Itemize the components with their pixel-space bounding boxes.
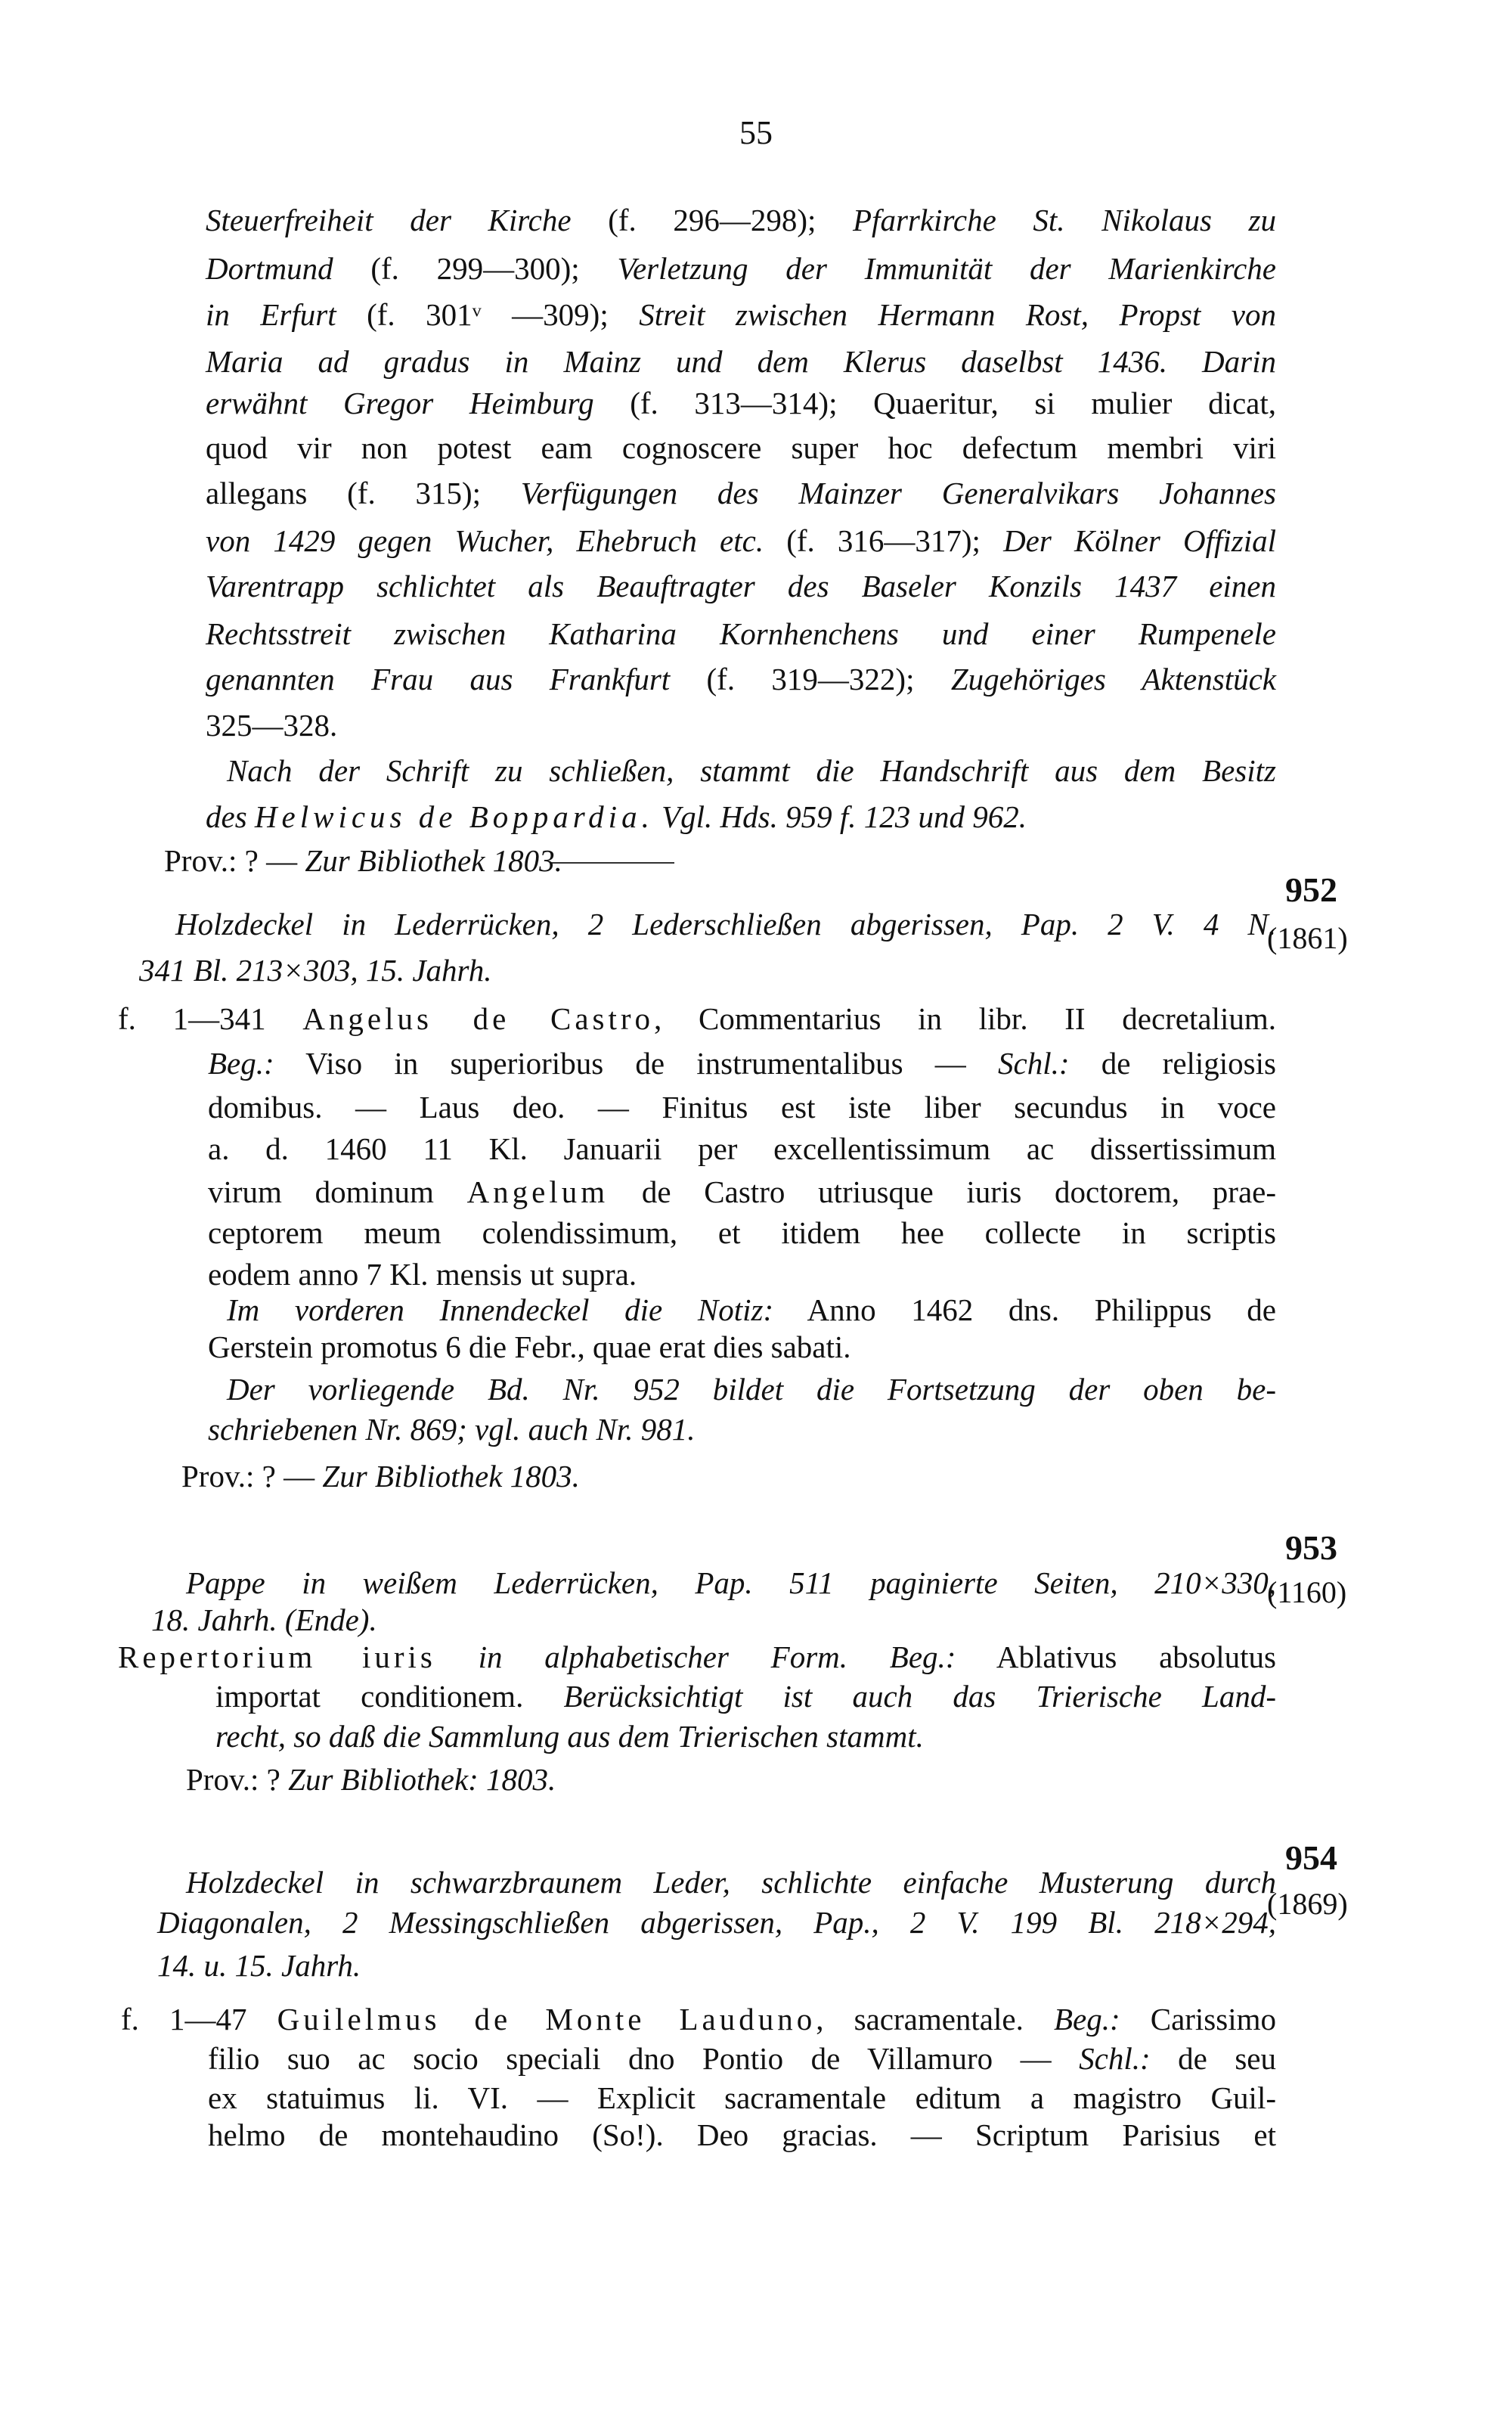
italic-segment: Vgl. Hds. 959 f. 123 und 962.: [653, 799, 1027, 834]
entry-953-line: [186, 1758, 1276, 1801]
italic-segment: Holzdeckel in Lederrücken, 2 Lederschließen abgerissen, Pap. 2 V. 4 N.: [175, 907, 1276, 942]
italic-segment: Dortmund: [206, 251, 371, 286]
italic-segment: Im vorderen Innendeckel die Notiz:: [227, 1292, 774, 1327]
spaced-name-segment: Guilelmus de Monte Lauduno: [277, 2002, 816, 2037]
entry-952-line: [208, 1326, 1276, 1368]
entry-954-line: [186, 1861, 1276, 1903]
italic-segment: Streit zwischen Hermann Rost, Propst von: [639, 297, 1276, 332]
entry-952-line: [175, 903, 1276, 945]
continuation-line: [206, 796, 1276, 838]
text-segment: , sacramentale.: [816, 2002, 1054, 2037]
italic-segment: genannten Frau aus Frankfurt: [206, 662, 707, 696]
old-shelf-number: (1861): [1267, 921, 1348, 955]
italic-segment: Beg.:: [208, 1046, 274, 1081]
continuation-line: [206, 247, 1276, 290]
italic-segment: Verfügungen des Mainzer Generalvikars Johannes: [520, 476, 1276, 510]
italic-segment: erwähnt Gregor Heimburg: [206, 386, 631, 420]
italic-segment: in Erfurt: [206, 297, 367, 332]
text-segment: , Commentarius in libr. II decretalium.: [654, 1001, 1277, 1036]
entry-953-line: [118, 1636, 1276, 1678]
spaced-name-segment: Repertorium iuris: [118, 1639, 436, 1674]
italic-segment: Der Kölner Offizial: [1003, 523, 1276, 558]
continuation-line: [206, 520, 1276, 562]
entry-952-line: [139, 949, 1276, 991]
text-segment: f. 1—47: [121, 2002, 277, 2037]
text-segment: (f. 296—298);: [608, 203, 854, 237]
text-segment: quod vir non potest eam cognoscere super hoc defectum membri viri: [206, 430, 1276, 465]
spaced-name-segment: Angelus de Castro: [302, 1001, 655, 1036]
italic-segment: Pfarrkirche St. Nikolaus zu: [853, 203, 1276, 237]
text-segment: (f. 301ᵛ —309);: [367, 297, 640, 332]
entry-954-line: [208, 2037, 1276, 2080]
italic-segment: Holzdeckel in schwarzbraunem Leder, schlichte einfache Musterung durch: [186, 1865, 1276, 1900]
entry-number: 954: [1285, 1838, 1337, 1877]
text-segment: de seu: [1150, 2041, 1276, 2076]
italic-segment: Varentrapp schlichtet als Beauftragter des Baseler Konzils 1437 einen: [206, 569, 1276, 603]
text-segment: Carissimo: [1120, 2002, 1276, 2037]
continuation-line: [164, 839, 1276, 882]
text-segment: domibus. — Laus deo. — Finitus est iste liber secundus in voce: [208, 1090, 1276, 1125]
italic-segment: Der vorliegende Bd. Nr. 952 bildet die Fortsetzung der oben be-: [227, 1372, 1276, 1407]
page-number: 55: [739, 114, 773, 151]
entry-953-line: [215, 1715, 1276, 1757]
text-segment: (f. 319—322);: [706, 662, 951, 696]
continuation-line: [206, 382, 1276, 424]
text-segment: Ablativus absolutus: [956, 1639, 1276, 1674]
italic-segment: Diagonalen, 2 Messingschließen abgerissen, Pap., 2 V. 199 Bl. 218×294,: [157, 1905, 1276, 1940]
text-segment: Prov.: ? —: [164, 843, 305, 878]
continuation-line: [206, 427, 1276, 469]
text-segment: Prov.: ?: [186, 1762, 289, 1797]
entry-952-line: [208, 1171, 1276, 1213]
text-segment: (f. 299—300);: [370, 251, 618, 286]
continuation-line: [206, 704, 1276, 746]
italic-segment: des: [206, 799, 255, 834]
text-segment: Prov.: ? —: [181, 1459, 323, 1494]
text-segment: f. 1—341: [118, 1001, 303, 1036]
entry-952-line: [227, 1289, 1276, 1331]
text-segment: 325—328.: [206, 708, 338, 743]
text-segment: allegans (f. 315);: [206, 476, 521, 510]
continuation-line: [227, 749, 1276, 792]
italic-segment: Schl.:: [998, 1046, 1070, 1081]
italic-segment: Schl.:: [1079, 2041, 1151, 2076]
italic-segment: schriebenen Nr. 869; vgl. auch Nr. 981.: [208, 1412, 696, 1447]
entry-952-line: [208, 1086, 1276, 1128]
italic-segment: von 1429 gegen Wucher, Ehebruch etc.: [206, 523, 787, 558]
entry-952-line: [181, 1455, 1276, 1497]
italic-segment: recht, so daß die Sammlung aus dem Trierischen stammt.: [215, 1719, 924, 1754]
text-segment: helmo de montehaudino (So!). Deo gracias. — Scriptum Parisius et: [208, 2117, 1276, 2152]
continuation-line: [206, 613, 1276, 655]
text-segment: ex statuimus li. VI. — Explicit sacramentale editum a magistro Guil-: [208, 2080, 1276, 2115]
entry-952-line: [208, 1408, 1276, 1450]
old-shelf-number: (1869): [1267, 1887, 1348, 1921]
text-segment: ceptorem meum colendissimum, et itidem hee collecte in scriptis: [208, 1215, 1276, 1250]
italic-segment: Zur Bibliothek: 1803.: [288, 1762, 556, 1797]
entry-954-line: [157, 1901, 1276, 1944]
italic-segment: Maria ad gradus in Mainz und dem Klerus daselbst 1436. Darin: [206, 344, 1276, 379]
entry-952-line: [208, 1211, 1276, 1254]
italic-segment: Verletzung der Immunität der Marienkirche: [617, 251, 1276, 286]
entry-952-line: [118, 997, 1276, 1040]
entry-number: 953: [1285, 1528, 1337, 1567]
text-segment: Viso in superioribus de instrumentalibus —: [274, 1046, 999, 1081]
italic-segment: Beg.:: [1053, 2002, 1120, 2037]
italic-segment: Steuerfreiheit der Kirche: [206, 203, 609, 237]
text-segment: (f. 316—317);: [786, 523, 1004, 558]
continuation-line: [206, 340, 1276, 383]
italic-segment: Rechtsstreit zwischen Katharina Kornhenchens und einer Rumpenele: [206, 616, 1276, 651]
continuation-line: [206, 472, 1276, 514]
italic-segment: Nach der Schrift zu schließen, stammt die Handschrift aus dem Besitz: [227, 753, 1276, 788]
text-segment: a. d. 1460 11 Kl. Januarii per excellentissimum ac dissertissimum: [208, 1131, 1276, 1166]
continuation-line: [206, 199, 1276, 241]
italic-segment: in alphabetischer Form. Beg.:: [435, 1639, 956, 1674]
spaced-name-segment: Helwicus de Boppardia.: [254, 799, 654, 834]
entry-953-line: [215, 1675, 1276, 1717]
entry-953-line: [186, 1562, 1276, 1604]
entry-953-line: [151, 1599, 1276, 1641]
entry-954-line: [208, 2114, 1276, 2156]
continuation-line: [206, 293, 1276, 336]
italic-segment: Zugehöriges Aktenstück: [950, 662, 1276, 696]
italic-segment: Pappe in weißem Lederrücken, Pap. 511 paginierte Seiten, 210×330,: [186, 1565, 1276, 1600]
italic-segment: 18. Jahrh. (Ende).: [151, 1602, 377, 1637]
italic-segment: Zur Bibliothek 1803.: [305, 843, 562, 878]
text-segment: de Castro utriusque iuris doctorem, prae-: [609, 1174, 1276, 1209]
entry-952-line: [227, 1368, 1276, 1410]
entry-952-line: [208, 1042, 1276, 1084]
italic-segment: Zur Bibliothek 1803.: [322, 1459, 580, 1494]
text-segment: Gerstein promotus 6 die Febr., quae erat dies sabati.: [208, 1329, 851, 1364]
text-segment: Anno 1462 dns. Philippus de: [773, 1292, 1276, 1327]
entry-954-line: [157, 1944, 1276, 1987]
continuation-line: [206, 565, 1276, 607]
text-segment: importat conditionem.: [215, 1679, 564, 1714]
text-segment: de religiosis: [1069, 1046, 1276, 1081]
entry-952-line: [208, 1128, 1276, 1170]
spaced-name-segment: Angelum: [466, 1174, 609, 1209]
entry-954-line: [208, 2077, 1276, 2119]
italic-segment: 341 Bl. 213×303, 15. Jahrh.: [139, 953, 492, 988]
text-segment: eodem anno 7 Kl. mensis ut supra.: [208, 1257, 637, 1292]
text-segment: filio suo ac socio speciali dno Pontio de Villamuro —: [208, 2041, 1080, 2076]
italic-segment: 14. u. 15. Jahrh.: [157, 1948, 361, 1983]
entry-number: 952: [1285, 870, 1337, 909]
entry-954-line: [121, 1998, 1276, 2040]
text-segment: virum dominum: [208, 1174, 467, 1209]
old-shelf-number: (1160): [1267, 1575, 1347, 1609]
text-segment: (f. 313—314); Quaeritur, si mulier dicat,: [630, 386, 1276, 420]
italic-segment: Berücksichtigt ist auch das Trierische Land-: [563, 1679, 1276, 1714]
continuation-line: [206, 658, 1276, 700]
